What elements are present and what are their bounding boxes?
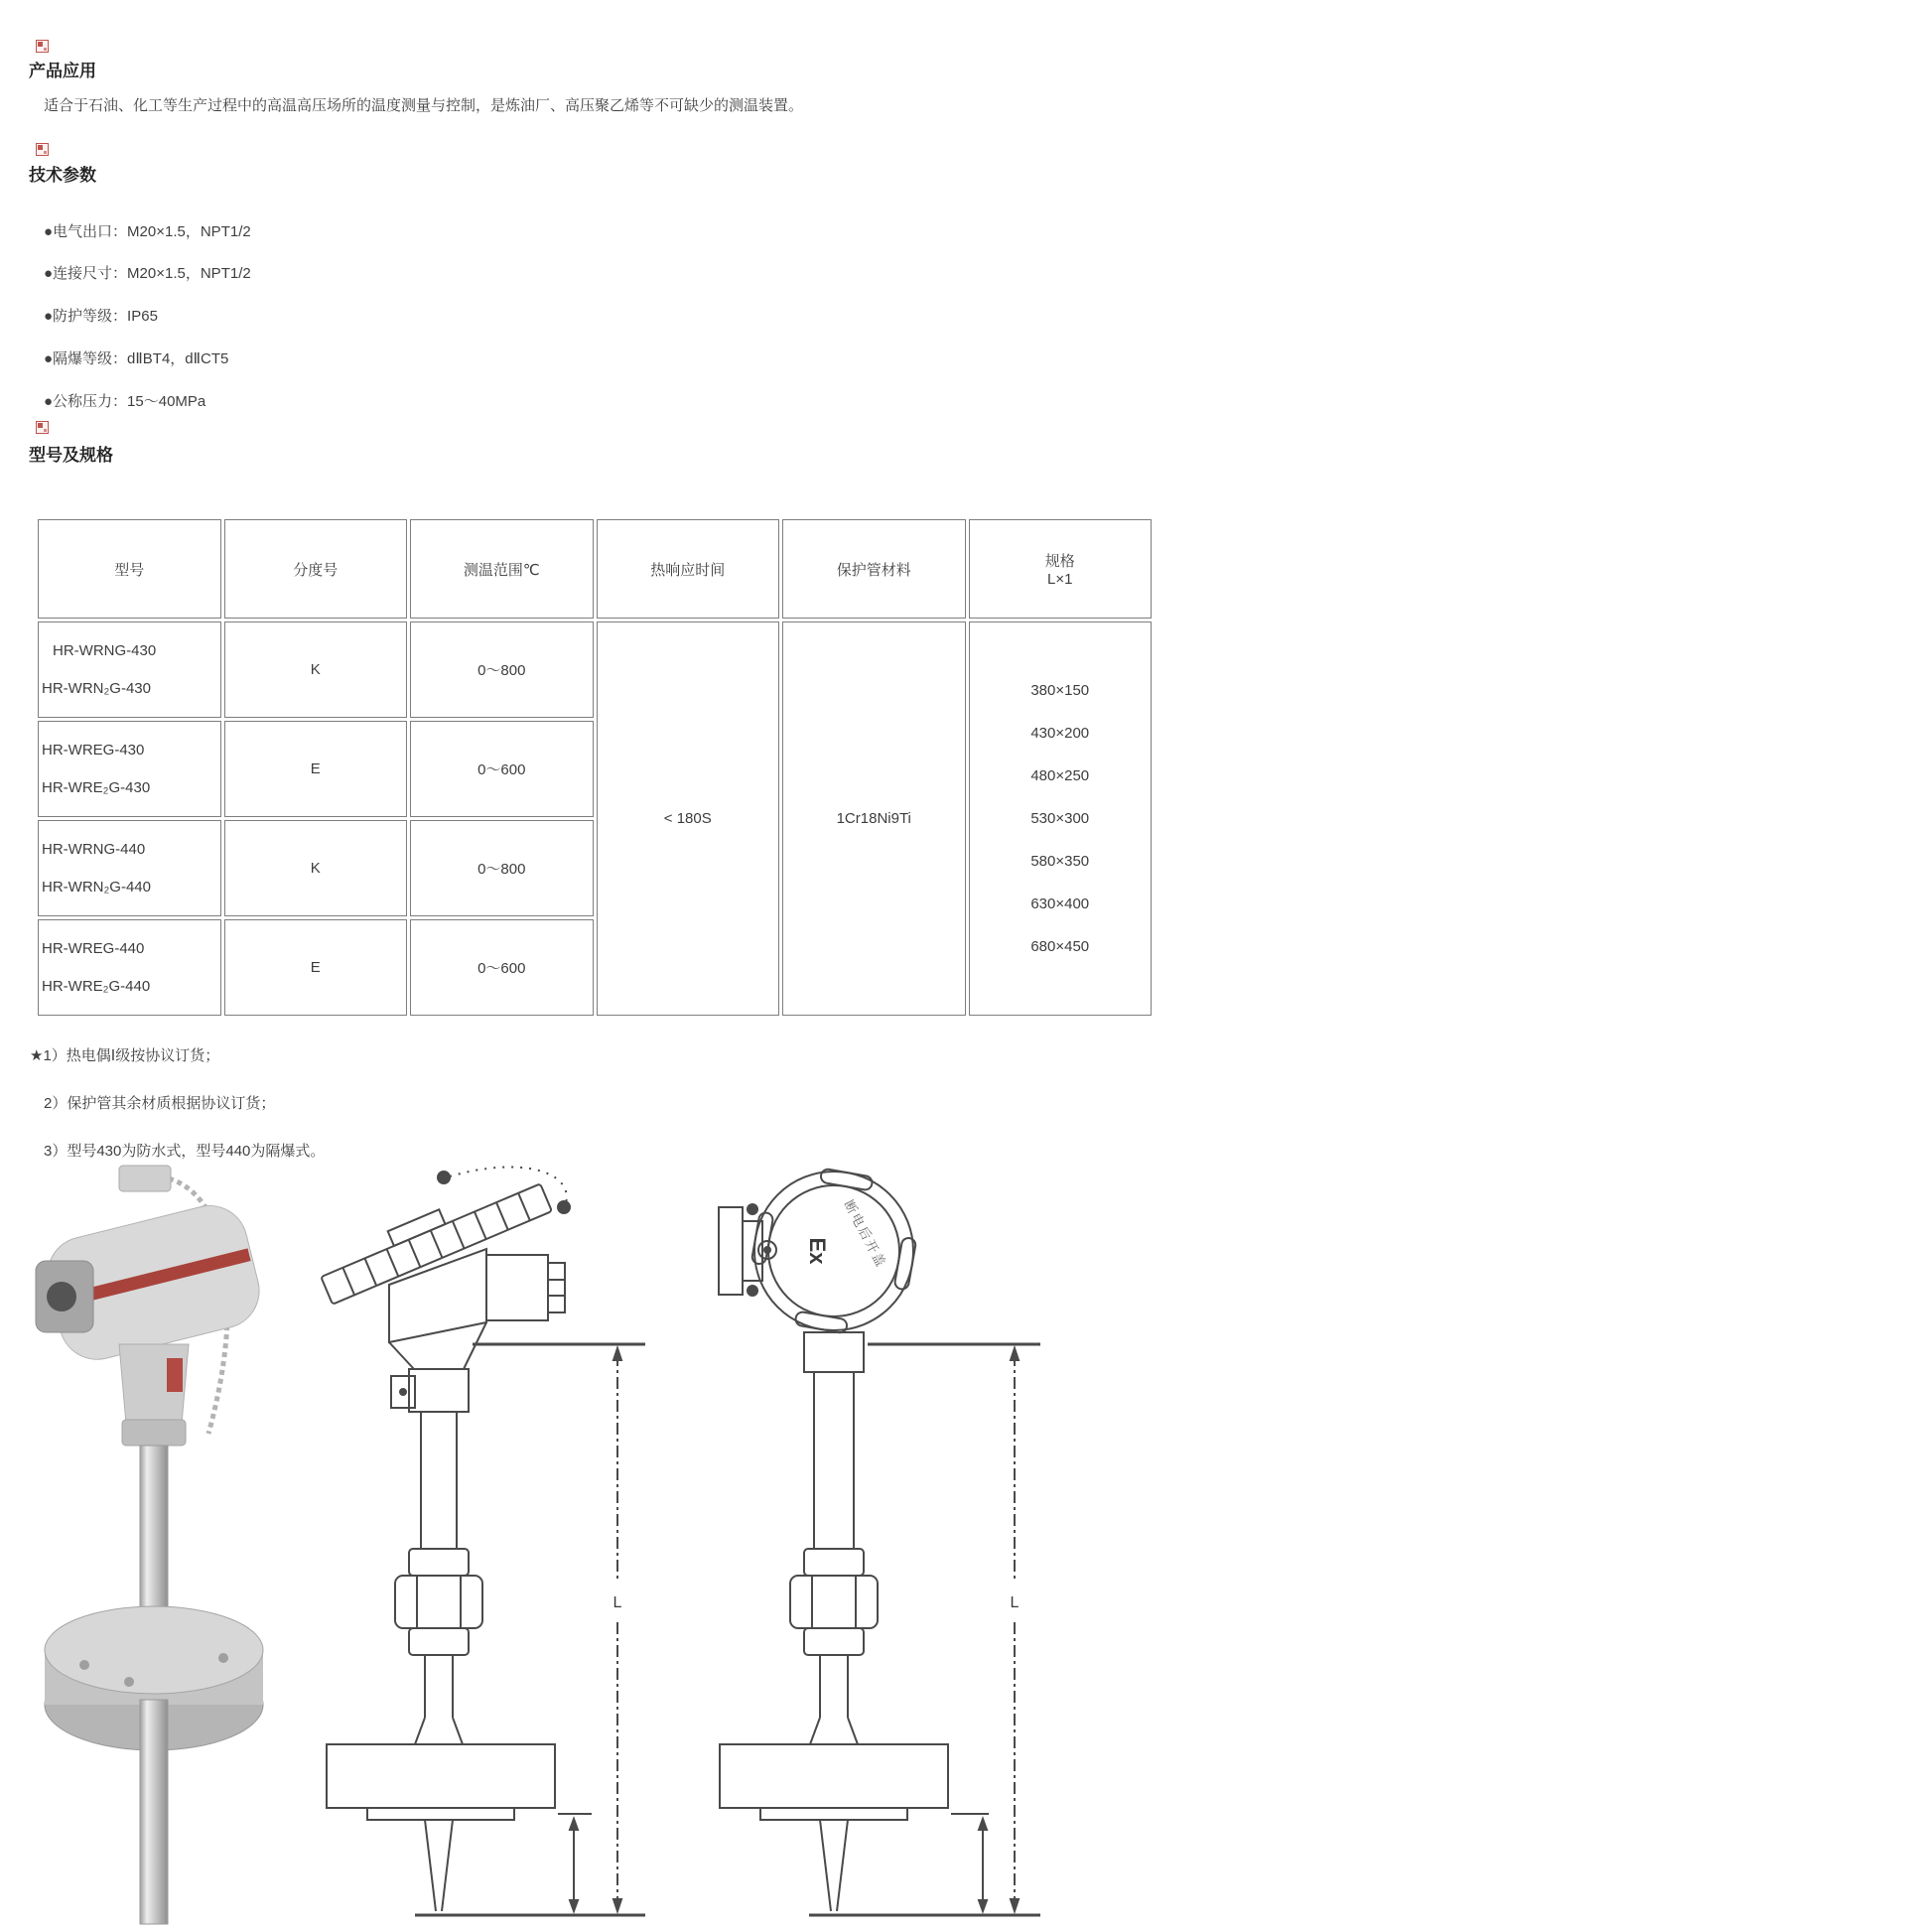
dimension-label-L: L — [613, 1594, 622, 1611]
ex-mark-label: Ex — [805, 1237, 830, 1265]
spec-size: 380×150 — [1030, 682, 1090, 699]
model-number: HR-WRE₂G-430 — [42, 778, 151, 796]
tapered-probe — [425, 1820, 436, 1911]
side-fitting — [719, 1207, 743, 1295]
index-code-cell: E — [224, 919, 408, 1016]
index-code-cell: E — [224, 721, 408, 817]
tech-param-item: ●电气出口：M20×1.5，NPT1/2 — [44, 223, 251, 240]
section-marker-icon — [36, 421, 49, 434]
range-cell: 0～600 — [410, 721, 594, 817]
tech-param-item: ●防护等级：IP65 — [44, 308, 158, 325]
col-header-sheath-material: 保护管材料 — [782, 519, 966, 619]
flange — [720, 1744, 948, 1808]
model-number: HR-WRNG-430 — [53, 641, 157, 659]
model-number: HR-WREG-430 — [42, 741, 145, 759]
spec-size: 480×250 — [1030, 767, 1090, 784]
section-marker-icon — [36, 40, 49, 53]
model-number: HR-WRNG-440 — [42, 840, 146, 858]
hex-nut — [790, 1576, 878, 1628]
product-application-text: 适合于石油、化工等生产过程中的高温高压场所的温度测量与控制，是炼油厂、高压聚乙烯等不可缺少的测温装置。 — [44, 97, 804, 114]
thermocouple-photo — [20, 1164, 268, 1932]
index-code-cell: K — [224, 621, 408, 718]
neck — [409, 1369, 469, 1412]
tech-param-item: ●连接尺寸：M20×1.5，NPT1/2 — [44, 265, 251, 282]
model-cell — [38, 621, 221, 718]
section-title-product-application: 产品应用 — [29, 62, 96, 80]
spec-header-line1: 规格 — [1044, 553, 1075, 570]
table-row — [38, 621, 1152, 718]
col-header-spec — [969, 519, 1153, 619]
footnote: 2）保护管其余材质根据协议订货； — [44, 1095, 276, 1112]
model-number: HR-WRE₂G-440 — [42, 977, 151, 995]
model-cell — [38, 721, 221, 817]
index-code-cell: K — [224, 820, 408, 916]
label-tag — [167, 1358, 183, 1392]
range-cell: 0～800 — [410, 820, 594, 916]
tech-param-item: ●公称压力：15～40MPa — [44, 393, 206, 410]
model-number: HR-WREG-440 — [42, 939, 145, 957]
cover-warning-text: 断电后开盖 — [841, 1197, 889, 1271]
spec-header-line2: L×1 — [1047, 571, 1073, 588]
model-cell — [38, 919, 221, 1016]
ex-proof-cover — [754, 1172, 913, 1330]
col-header-thermal-response: 热响应时间 — [597, 519, 780, 619]
drawing-waterproof-type — [298, 1164, 655, 1932]
head-body — [389, 1249, 486, 1342]
spec-sizes-cell — [969, 621, 1153, 1016]
neck — [804, 1332, 864, 1372]
probe — [140, 1700, 168, 1924]
section-title-models-specs: 型号及规格 — [29, 446, 113, 465]
spec-size: 630×400 — [1030, 896, 1090, 912]
conduit-box — [486, 1255, 548, 1320]
range-cell: 0～600 — [410, 919, 594, 1016]
spec-size: 580×350 — [1030, 853, 1090, 870]
spec-size: 430×200 — [1030, 725, 1090, 742]
footnote: 3）型号430为防水式，型号440为隔爆式。 — [44, 1143, 326, 1160]
model-number: HR-WRN₂G-440 — [42, 878, 151, 896]
section-title-technical-parameters: 技术参数 — [29, 166, 96, 185]
spec-size: 680×450 — [1030, 938, 1090, 955]
flange — [327, 1744, 555, 1808]
drawing-explosionproof-type — [695, 1164, 1052, 1932]
col-header-range: 测温范围℃ — [410, 519, 594, 619]
models-specs-table — [35, 516, 1155, 1019]
sheath-material-cell: 1Cr18Ni9Ti — [782, 621, 966, 1016]
tech-param-item: ●隔爆等级：dⅡBT4，dⅡCT5 — [44, 350, 229, 367]
dimension-label-L: L — [1010, 1594, 1020, 1611]
hex-nut — [395, 1576, 482, 1628]
thermal-response-cell: < 180S — [597, 621, 780, 1016]
screw-cap — [315, 1170, 552, 1305]
footnote: ★1）热电偶Ⅰ级按协议订货； — [30, 1047, 220, 1064]
col-header-model: 型号 — [38, 519, 221, 619]
col-header-index-code: 分度号 — [224, 519, 408, 619]
model-cell — [38, 820, 221, 916]
section-marker-icon — [36, 143, 49, 156]
spec-size: 530×300 — [1030, 810, 1090, 827]
model-number: HR-WRN₂G-430 — [42, 679, 151, 697]
range-cell: 0～800 — [410, 621, 594, 718]
tapered-probe — [820, 1820, 831, 1911]
